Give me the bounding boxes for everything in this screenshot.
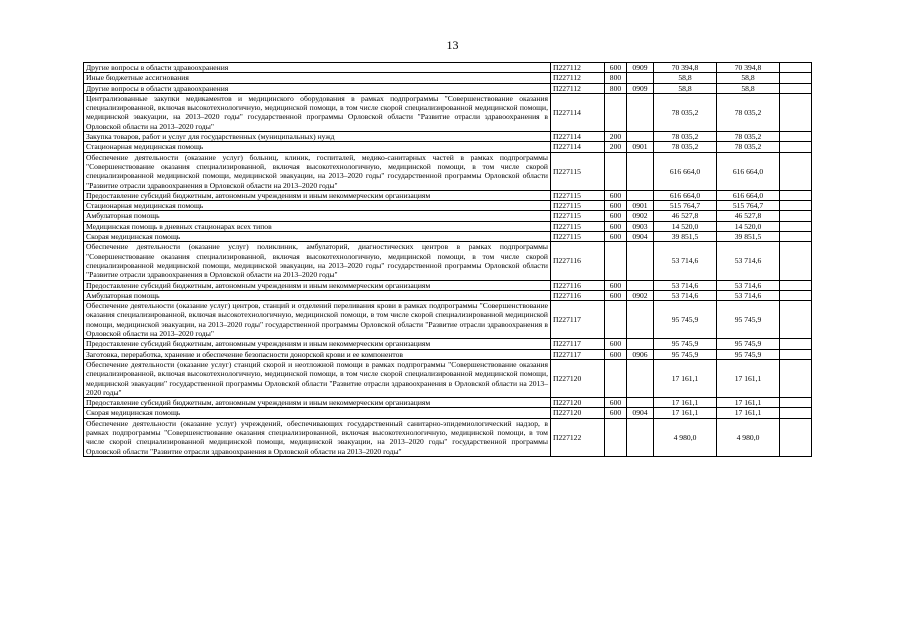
row-code: П227115 [551,211,605,221]
row-amount-2: 78 035,2 [717,142,780,152]
row-expense-type: 600 [605,349,627,359]
row-name: Предоставление субсидий бюджетным, автономным учреждениям и иным некоммерческим организациям [84,339,551,349]
row-expense-type: 600 [605,280,627,290]
row-amount-1: 17 161,1 [654,408,717,418]
row-code: П227117 [551,339,605,349]
row-name: Обеспечение деятельности (оказание услуг) центров, станций и отделений переливания крови в рамках подпрограммы "Совершенствование оказания специализированной, включая высокотехнологичную, медицинской помощи, в том числе скорой специализированной медицинской помощи, медицинской эвакуации, на 2013–2020 годы" государственной программы Орловской области "Развитие отрасли здравоохранения в Орловской области на 2013–2020 годы" [84,301,551,339]
row-amount-1: 515 764,7 [654,201,717,211]
row-expense-type: 600 [605,221,627,231]
row-expense-type: 600 [605,190,627,200]
row-amount-1: 17 161,1 [654,359,717,397]
row-section [627,398,654,408]
row-extra [780,93,812,131]
row-name: Предоставление субсидий бюджетным, автономным учреждениям и иным некоммерческим организациям [84,190,551,200]
row-name: Обеспечение деятельности (оказание услуг) больниц, клиник, госпиталей, медико-санитарных частей в рамках подпрограммы "Совершенствование оказания специализированной, включая высокотехнологичную, медицинской помощи, в том числе скорой специализированной медицинской помощи, медицинской эвакуации, на 2013–2020 годы" государственной программы Орловской области "Развитие отрасли здравоохранения в Орловской области на 2013–2020 годы" [84,152,551,190]
table-row [84,93,812,131]
row-section: 0906 [627,349,654,359]
row-extra [780,290,812,300]
row-section [627,93,654,131]
table-row [84,242,812,280]
row-expense-type: 600 [605,290,627,300]
row-extra [780,339,812,349]
row-section [627,152,654,190]
row-code: П227116 [551,280,605,290]
row-expense-type: 600 [605,398,627,408]
row-amount-2: 4 980,0 [717,418,780,456]
row-name: Другие вопросы в области здравоохранения [84,83,551,93]
row-extra [780,63,812,73]
row-section [627,280,654,290]
row-section [627,339,654,349]
table-row [84,418,812,456]
row-name: Амбулаторная помощь [84,211,551,221]
row-amount-2: 46 527,8 [717,211,780,221]
row-code: П227120 [551,408,605,418]
table-row [84,83,812,93]
row-name: Обеспечение деятельности (оказание услуг) поликлиник, амбулаторий, диагностических центров в рамках подпрограммы "Совершенствование оказания специализированной, включая высокотехнологичную, медицинской помощи, в том числе скорой специализированной медицинской помощи, медицинской эвакуации, на 2013–2020 годы" государственной программы Орловской области "Развитие отрасли здравоохранения в Орловской области на 2013–2020 годы" [84,242,551,280]
row-amount-1: 95 745,9 [654,301,717,339]
row-extra [780,83,812,93]
table-row [84,201,812,211]
row-section [627,418,654,456]
table-row [84,408,812,418]
row-section [627,132,654,142]
row-name: Иные бюджетные ассигнования [84,73,551,83]
row-code: П227114 [551,93,605,131]
row-amount-1: 95 745,9 [654,349,717,359]
row-amount-1: 14 520,0 [654,221,717,231]
row-section: 0909 [627,83,654,93]
row-amount-2: 95 745,9 [717,339,780,349]
row-amount-2: 78 035,2 [717,132,780,142]
table-row [84,301,812,339]
row-amount-2: 95 745,9 [717,349,780,359]
row-amount-2: 53 714,6 [717,280,780,290]
page-number: 13 [446,38,459,52]
row-name: Скорая медицинская помощь [84,232,551,242]
row-amount-1: 17 161,1 [654,398,717,408]
table-row [84,359,812,397]
row-amount-2: 17 161,1 [717,398,780,408]
row-section: 0909 [627,63,654,73]
row-section: 0904 [627,232,654,242]
row-extra [780,221,812,231]
row-amount-1: 53 714,6 [654,290,717,300]
row-section: 0901 [627,142,654,152]
row-expense-type: 200 [605,142,627,152]
row-name: Централизованные закупки медикаментов и медицинского оборудования в рамках подпрограммы "Совершенствование оказания специализированной, включая высокотехнологичную, медицинской помощи, в том числе скорой специализированной медицинской помощи, медицинской эвакуации, на 2013–2020 годы" государственной программы Орловской области "Развитие отрасли здравоохранения в Орловской области на 2013–2020 годы" [84,93,551,131]
row-name: Стационарная медицинская помощь [84,142,551,152]
row-name: Амбулаторная помощь [84,290,551,300]
row-code: П227115 [551,152,605,190]
row-name: Обеспечение деятельности (оказание услуг) станций скорой и неотложной помощи в рамках подпрограммы "Совершенствование оказания специализированной, включая высокотехнологичную, медицинской помощи, в том числе скорой специализированной медицинской помощи, медицинской эвакуации" государственной программы Орловской области "Развитие отрасли здравоохранения в Орловской области на 2013–2020 годы" [84,359,551,397]
row-extra [780,211,812,221]
row-name: Обеспечение деятельности (оказание услуг) учреждений, обеспечивающих государственный санитарно-эпидемиологический надзор, в рамках подпрограммы "Совершенствование оказания специализированной, включая высокотехнологичную, медицинской помощи, в том числе скорой специализированной медицинской помощи, медицинской эвакуации, на 2013–2020 годы" государственной программы Орловской области "Развитие отрасли здравоохранения в Орловской области на 2013–2020 годы" [84,418,551,456]
table-row [84,190,812,200]
row-amount-2: 58,8 [717,83,780,93]
row-expense-type: 600 [605,408,627,418]
row-section [627,190,654,200]
row-amount-1: 78 035,2 [654,93,717,131]
table-row [84,211,812,221]
table-row [84,142,812,152]
row-amount-1: 58,8 [654,73,717,83]
table-row [84,398,812,408]
row-extra [780,152,812,190]
row-extra [780,142,812,152]
row-amount-1: 78 035,2 [654,132,717,142]
table-row [84,339,812,349]
row-section: 0902 [627,211,654,221]
row-amount-2: 95 745,9 [717,301,780,339]
row-name: Заготовка, переработка, хранение и обеспечение безопасности донорской крови и ее компонентов [84,349,551,359]
table-row [84,349,812,359]
row-code: П227117 [551,301,605,339]
row-expense-type: 600 [605,201,627,211]
row-extra [780,408,812,418]
row-expense-type: 600 [605,211,627,221]
row-extra [780,418,812,456]
row-amount-1: 70 394,8 [654,63,717,73]
row-amount-1: 4 980,0 [654,418,717,456]
table-row [84,63,812,73]
row-expense-type: 600 [605,232,627,242]
row-name: Закупка товаров, работ и услуг для государственных (муниципальных) нужд [84,132,551,142]
table-row [84,232,812,242]
row-code: П227116 [551,242,605,280]
row-section: 0904 [627,408,654,418]
table-row [84,152,812,190]
row-amount-2: 515 764,7 [717,201,780,211]
row-amount-1: 53 714,6 [654,280,717,290]
row-amount-2: 616 664,0 [717,152,780,190]
row-code: П227114 [551,142,605,152]
row-code: П227117 [551,349,605,359]
row-extra [780,301,812,339]
row-amount-2: 53 714,6 [717,290,780,300]
row-section [627,359,654,397]
row-amount-2: 17 161,1 [717,408,780,418]
table-row [84,221,812,231]
row-extra [780,201,812,211]
row-amount-1: 95 745,9 [654,339,717,349]
row-code: П227112 [551,83,605,93]
row-expense-type [605,301,627,339]
row-amount-1: 616 664,0 [654,190,717,200]
row-section [627,301,654,339]
row-extra [780,242,812,280]
row-amount-1: 58,8 [654,83,717,93]
table-row [84,73,812,83]
row-expense-type [605,242,627,280]
row-code: П227115 [551,201,605,211]
row-amount-2: 53 714,6 [717,242,780,280]
row-name: Скорая медицинская помощь [84,408,551,418]
row-amount-2: 616 664,0 [717,190,780,200]
row-section [627,242,654,280]
row-name: Предоставление субсидий бюджетным, автономным учреждениям и иным некоммерческим организациям [84,398,551,408]
row-amount-2: 39 851,5 [717,232,780,242]
row-extra [780,359,812,397]
row-extra [780,280,812,290]
row-section: 0902 [627,290,654,300]
row-extra [780,73,812,83]
row-code: П227112 [551,63,605,73]
row-code: П227115 [551,221,605,231]
row-code: П227120 [551,359,605,397]
row-amount-2: 17 161,1 [717,359,780,397]
row-code: П227112 [551,73,605,83]
row-expense-type: 600 [605,63,627,73]
row-expense-type [605,152,627,190]
row-code: П227114 [551,132,605,142]
row-name: Стационарная медицинская помощь [84,201,551,211]
row-extra [780,232,812,242]
row-extra [780,349,812,359]
row-expense-type: 800 [605,73,627,83]
row-section: 0901 [627,201,654,211]
table-row [84,290,812,300]
row-section: 0903 [627,221,654,231]
row-amount-1: 39 851,5 [654,232,717,242]
row-code: П227120 [551,398,605,408]
row-amount-1: 53 714,6 [654,242,717,280]
row-expense-type: 600 [605,339,627,349]
row-name: Предоставление субсидий бюджетным, автономным учреждениям и иным некоммерческим организациям [84,280,551,290]
row-code: П227115 [551,232,605,242]
row-expense-type [605,418,627,456]
row-amount-2: 14 520,0 [717,221,780,231]
row-extra [780,398,812,408]
row-extra [780,190,812,200]
row-code: П227122 [551,418,605,456]
row-amount-1: 78 035,2 [654,142,717,152]
row-code: П227116 [551,290,605,300]
row-code: П227115 [551,190,605,200]
row-expense-type: 200 [605,132,627,142]
row-expense-type [605,359,627,397]
row-amount-2: 70 394,8 [717,63,780,73]
row-name: Другие вопросы в области здравоохранения [84,63,551,73]
row-amount-2: 78 035,2 [717,93,780,131]
row-amount-1: 616 664,0 [654,152,717,190]
row-amount-1: 46 527,8 [654,211,717,221]
row-name: Медицинская помощь в дневных стационарах всех типов [84,221,551,231]
budget-table [83,62,812,457]
row-expense-type: 800 [605,83,627,93]
row-amount-2: 58,8 [717,73,780,83]
row-extra [780,132,812,142]
table-row [84,280,812,290]
table-row [84,132,812,142]
row-expense-type [605,93,627,131]
row-section [627,73,654,83]
